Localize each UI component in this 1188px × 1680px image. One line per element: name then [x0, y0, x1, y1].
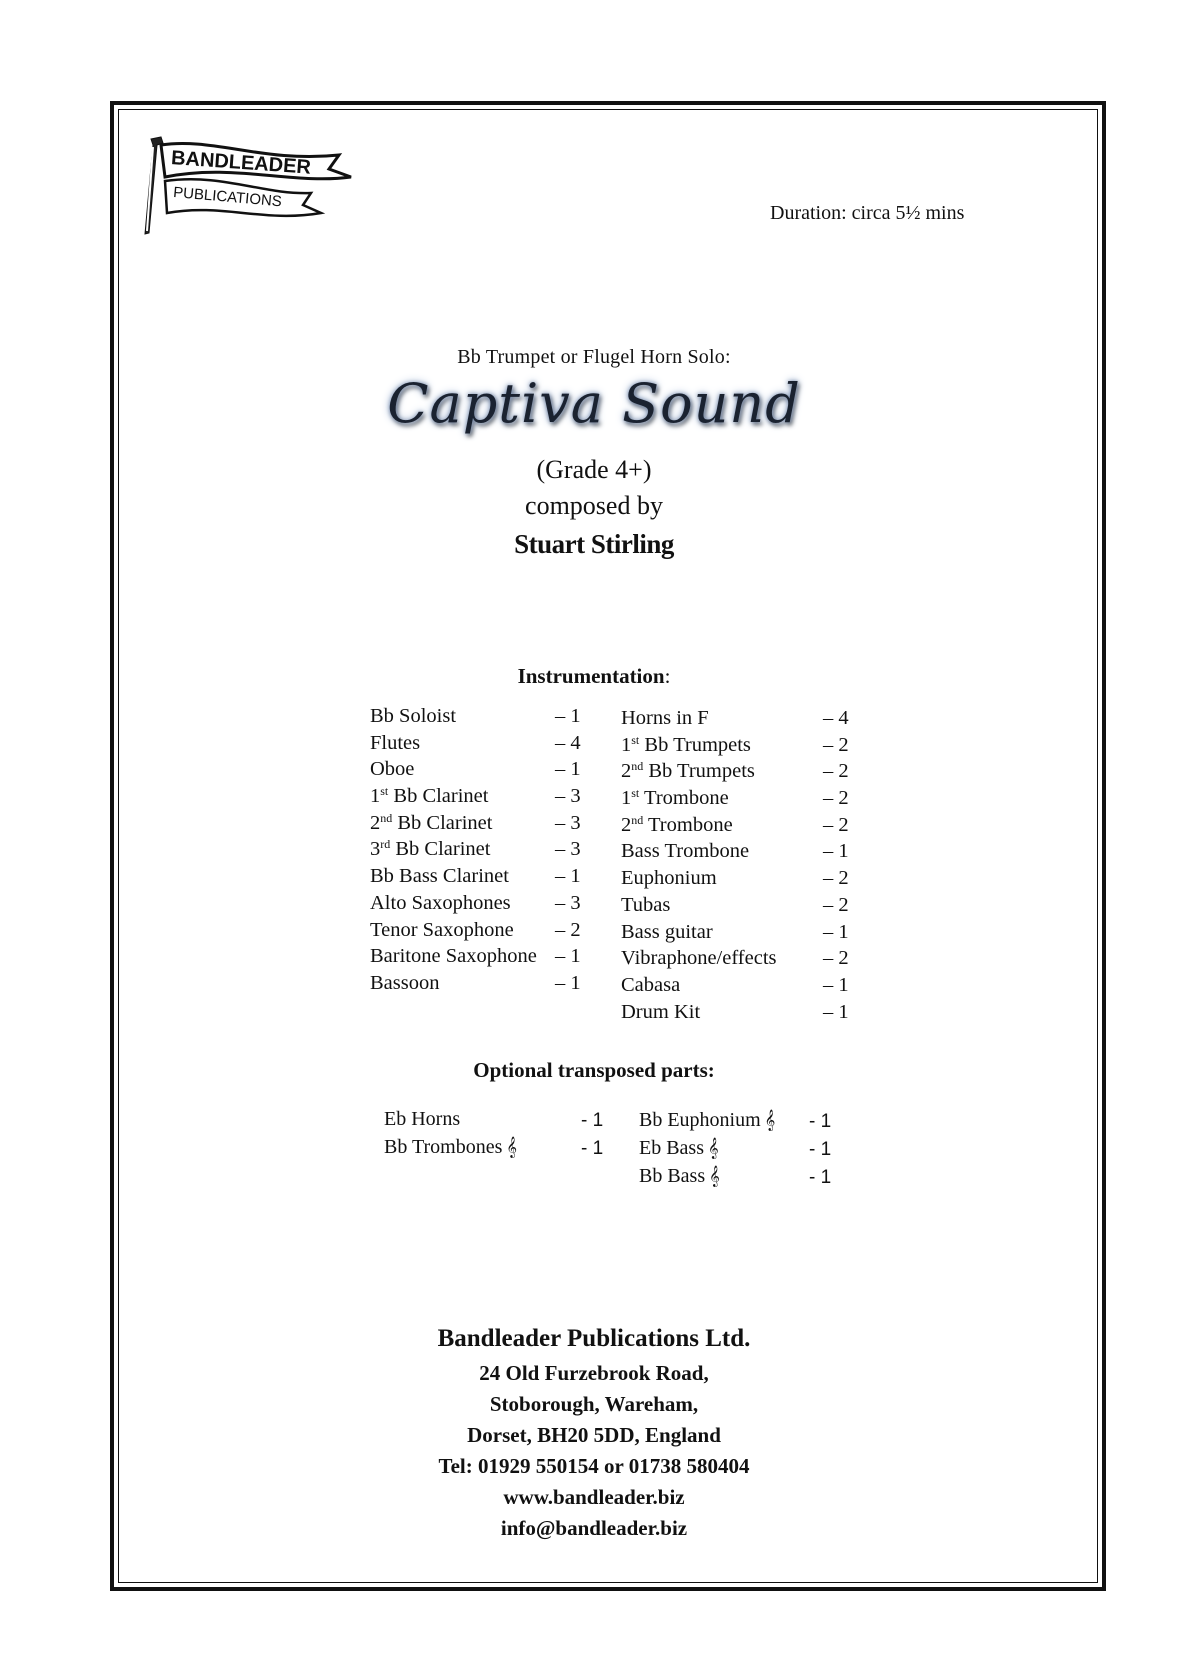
- composed-by-text: composed by: [525, 491, 663, 520]
- treble-clef-icon: 𝄞: [506, 1137, 518, 1158]
- optional-parts-left-column: [384, 1105, 624, 1161]
- instrument-row: [621, 705, 861, 732]
- optional-part-count: - 1: [581, 1110, 604, 1131]
- optional-part-name: Eb Bass 𝄞: [639, 1137, 719, 1159]
- instrument-count: – 1: [823, 920, 849, 943]
- instrument-name: 2nd Trombone: [621, 812, 733, 836]
- instrument-count: – 2: [823, 947, 849, 970]
- instrument-name: 1st Trombone: [621, 786, 729, 810]
- instrument-row: [370, 783, 590, 810]
- publisher-name: Bandleader Publications Ltd.: [437, 1325, 751, 1352]
- instrument-name: Cabasa: [621, 973, 681, 996]
- optional-part-row: [639, 1162, 879, 1190]
- instrument-row: [621, 758, 861, 785]
- instrument-count: – 1: [555, 945, 581, 968]
- instrument-name: Alto Saxophones: [370, 891, 511, 914]
- instrument-name: Tenor Saxophone: [370, 918, 514, 941]
- optional-part-count: - 1: [809, 1167, 832, 1188]
- instrument-row: [621, 838, 861, 865]
- instrument-count: – 3: [555, 811, 581, 834]
- instrumentation-left-column: [370, 703, 590, 997]
- publisher-website: www.bandleader.biz: [503, 1485, 685, 1509]
- instrument-name: Bb Bass Clarinet: [370, 865, 509, 888]
- instrument-name: Tubas: [621, 893, 671, 916]
- optional-part-count: - 1: [809, 1111, 832, 1132]
- instrument-name: 1st Bb Trumpets: [621, 732, 751, 756]
- instrument-count: – 1: [555, 758, 581, 781]
- instrument-count: – 2: [823, 813, 849, 836]
- instrument-row: [621, 785, 861, 812]
- instrument-count: – 3: [555, 891, 581, 914]
- instrument-count: – 2: [823, 787, 849, 810]
- optional-part-row: [384, 1133, 624, 1161]
- grade-text: (Grade 4+): [536, 455, 652, 484]
- treble-clef-icon: 𝄞: [708, 1138, 719, 1159]
- instrument-name: Baritone Saxophone: [370, 945, 537, 968]
- instrument-name: 2nd Bb Clarinet: [370, 810, 493, 834]
- instrument-name: Bass guitar: [621, 920, 713, 943]
- optional-part-count: - 1: [809, 1139, 832, 1160]
- optional-part-name: Eb Horns: [384, 1108, 461, 1130]
- instrument-row: [621, 732, 861, 759]
- logo-top-text: BANDLEADER: [170, 147, 312, 179]
- optional-part-name: Bb Euphonium 𝄞: [639, 1109, 776, 1131]
- instrument-count: – 2: [823, 760, 849, 783]
- publisher-telephone: Tel: 01929 550154 or 01738 580404: [438, 1454, 750, 1478]
- duration-text: Duration: circa 5½ mins: [770, 202, 965, 224]
- instrument-row: [621, 919, 861, 946]
- instrument-name: Oboe: [370, 758, 415, 781]
- logo-bottom-text: PUBLICATIONS: [172, 183, 283, 211]
- instrument-row: [621, 999, 861, 1026]
- optional-part-name: Bb Trombones 𝄞: [384, 1136, 518, 1158]
- instrument-name: 1st Bb Clarinet: [370, 784, 489, 808]
- optional-parts-right-column: [639, 1106, 879, 1190]
- instrument-count: – 2: [823, 893, 849, 916]
- instrument-count: – 1: [555, 705, 581, 727]
- instrument-row: [370, 970, 590, 997]
- instrument-row: [370, 756, 590, 783]
- instrument-name: Bass Trombone: [621, 840, 750, 863]
- instrument-name: Horns in F: [621, 707, 709, 729]
- instrumentation-right-column: [621, 705, 861, 1025]
- instrument-name: 2nd Bb Trumpets: [621, 759, 755, 783]
- instrument-row: [370, 836, 590, 863]
- instrument-name: 3rd Bb Clarinet: [370, 837, 491, 861]
- publisher-block: [0, 1320, 1188, 1544]
- instrument-name: Vibraphone/effects: [621, 947, 777, 970]
- instrument-row: [370, 863, 590, 890]
- publisher-email: info@bandleader.biz: [500, 1516, 688, 1540]
- instrument-count: – 1: [823, 840, 849, 863]
- instrument-count: – 2: [823, 733, 849, 756]
- instrument-name: Euphonium: [621, 867, 717, 890]
- optional-part-row: [639, 1106, 879, 1134]
- instrument-row: [370, 703, 590, 730]
- treble-clef-icon: 𝄞: [764, 1110, 776, 1131]
- publisher-address-line3: Dorset, BH20 5DD, England: [467, 1423, 721, 1447]
- instrumentation-heading: Instrumentation:: [517, 664, 671, 688]
- bandleader-logo: [143, 133, 383, 243]
- instrument-count: – 1: [823, 973, 849, 996]
- instrument-count: – 1: [555, 865, 581, 888]
- instrument-row: [370, 943, 590, 970]
- optional-parts-heading: Optional transposed parts:: [473, 1058, 715, 1082]
- optional-part-row: [384, 1105, 624, 1133]
- instrument-count: – 4: [555, 731, 581, 754]
- treble-clef-icon: 𝄞: [709, 1166, 720, 1187]
- instrument-count: – 4: [823, 707, 849, 729]
- piece-subtitle: Bb Trumpet or Flugel Horn Solo:: [457, 346, 731, 368]
- optional-part-count: - 1: [581, 1138, 604, 1159]
- instrument-row: [621, 892, 861, 919]
- optional-part-name: Bb Bass 𝄞: [639, 1165, 720, 1187]
- publisher-address-line1: 24 Old Furzebrook Road,: [479, 1361, 709, 1385]
- instrument-name: Bb Soloist: [370, 705, 457, 727]
- instrument-count: – 1: [555, 971, 581, 994]
- instrument-row: [370, 917, 590, 944]
- instrument-name: Drum Kit: [621, 1000, 701, 1023]
- piece-title: Captiva Sound: [387, 372, 801, 435]
- instrument-row: [370, 890, 590, 917]
- instrument-name: Flutes: [370, 731, 421, 754]
- instrument-count: – 2: [823, 867, 849, 890]
- instrument-count: – 2: [555, 918, 581, 941]
- instrument-count: – 1: [823, 1000, 849, 1023]
- instrument-row: [621, 945, 861, 972]
- instrument-row: [370, 810, 590, 837]
- instrument-row: [621, 812, 861, 839]
- instrument-count: – 3: [555, 785, 581, 808]
- instrument-count: – 3: [555, 838, 581, 861]
- instrument-row: [370, 730, 590, 757]
- publisher-address-line2: Stoborough, Wareham,: [489, 1392, 699, 1416]
- optional-part-row: [639, 1134, 879, 1162]
- composer-name: Stuart Stirling: [514, 529, 674, 559]
- instrument-row: [621, 972, 861, 999]
- instrument-row: [621, 865, 861, 892]
- instrument-name: Bassoon: [370, 971, 440, 994]
